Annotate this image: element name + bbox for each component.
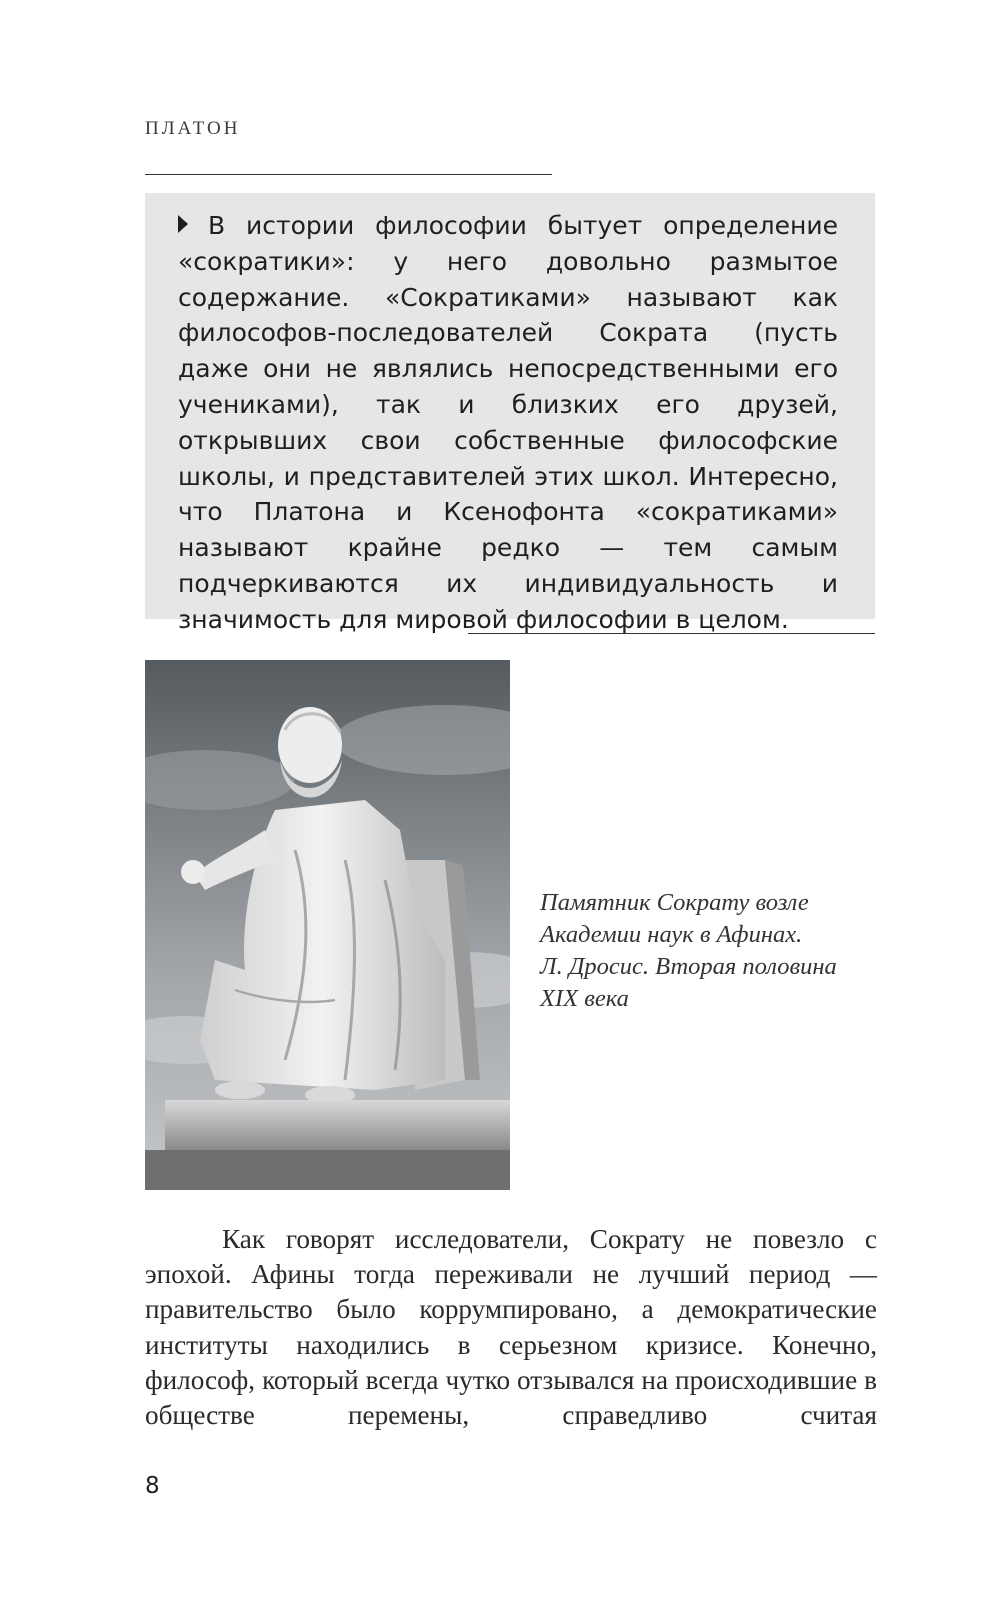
sidebar-text: В истории философии бытует определение «сократики»: у него довольно размытое содержание. «Сократиками» называют как философов-последователей Сократа (пусть даже они не являлись непосредственными его учениками), так и близких его друзей, открывших свои собственные философские школы, и представителей этих школ. Интересно, что Платона и Ксенофонта «сократиками» называют крайне редко — тем самым подчеркиваются их индивидуальность и значимость для мировой философии в целом.	[178, 211, 838, 634]
caption-line: Памятник Сократу возле	[540, 889, 809, 916]
header-rule	[145, 174, 552, 175]
sidebar-note	[178, 208, 838, 638]
sidebar-rule	[468, 633, 875, 634]
figure-caption	[540, 887, 880, 1015]
socrates-statue-photo	[145, 660, 510, 1190]
body-paragraph: Как говорят исследователи, Сократу не повезло с эпохой. Афины тогда переживали не лучший период — правительство было коррумпировано, а демократические институты находились в серьезном кризисе. Конечно, философ, который всегда чутко отзывался на происходившие в обществе перемены, справедливо считая	[145, 1224, 877, 1431]
triangle-bullet-icon	[178, 215, 188, 233]
page-number: 8	[145, 1473, 160, 1499]
running-head: ПЛАТОН	[145, 118, 241, 139]
caption-line: XIX века	[540, 985, 629, 1012]
caption-line: Л. Дросис. Вторая половина	[540, 953, 837, 980]
caption-line: Академии наук в Афинах.	[540, 921, 803, 948]
